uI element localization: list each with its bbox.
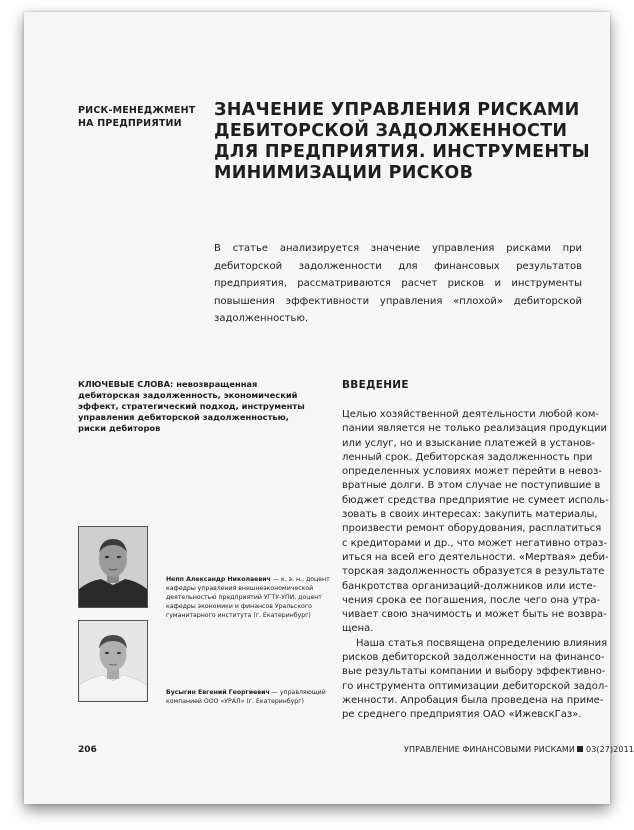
body-line: банкротства организаций-должников или исте-: [342, 580, 597, 592]
body-line: или услуг, но и взыскание платежей в установ-: [342, 437, 596, 449]
body-line: бюджет средства предприятие не сумеет исполь-: [342, 494, 609, 506]
title-line: ЗНАЧЕНИЕ УПРАВЛЕНИЯ РИСКАМИ: [214, 100, 580, 120]
author-info: [166, 688, 336, 706]
abstract: В статье анализируется значение управления рисками при дебиторской задолженности для финансовых результатов предприятия, рассматриваются расчет рисков и инструменты повышения эффективности управления «плохой» дебиторской задолженностью.: [214, 243, 582, 324]
body-line: с кредиторами и др., что может негативно отраз-: [342, 537, 608, 549]
section-label-line2: НА ПРЕДПРИЯТИИ: [78, 118, 182, 129]
body-line: щена.: [342, 623, 374, 635]
author-details: — управляющий компанией ООО «УРАЛ» (г. Екатеринбург): [166, 689, 326, 705]
section-label-line1: РИСК-МЕНЕДЖМЕНТ: [78, 105, 196, 116]
body-line: женности. Апробация была проведена на приме-: [342, 694, 604, 706]
author-photo-nepp: [78, 526, 148, 608]
author-name: Непп Александр Николаевич: [166, 576, 271, 583]
title-line: ДЕБИТОРСКОЙ ЗАДОЛЖЕННОСТИ: [214, 121, 568, 141]
body-line: рисков дебиторской задолженности на финансо-: [342, 652, 605, 664]
body-line: вратные долги. В этом случае не поступившие в: [342, 480, 601, 492]
body-line: ре среднего предприятия ОАО «ИжевскГаз».: [342, 709, 582, 721]
body-line: го инструмента оптимизации дебиторской задол-: [342, 680, 608, 692]
body-line: Целью хозяйственной деятельности любой ком-: [342, 409, 599, 420]
body-line: иться на всей его деятельности. «Мертвая» деби-: [342, 551, 609, 563]
section-label: [78, 104, 198, 130]
article-title: [214, 100, 594, 184]
title-line: ДЛЯ ПРЕДПРИЯТИЯ. ИНСТРУМЕНТЫ: [214, 142, 590, 162]
journal-name: УПРАВЛЕНИЕ ФИНАНСОВЫМИ РИСКАМИ: [404, 745, 576, 754]
author-name: Бусыгин Евгений Георгиевич: [166, 689, 270, 696]
journal-page: [24, 12, 634, 804]
body-line: пании является не только реализация продукции: [342, 423, 607, 435]
page-number: 206: [78, 745, 97, 755]
introduction-body: [342, 408, 609, 723]
body-line: чивает свою значимость и может быть не возвра-: [342, 609, 607, 621]
body-line: вые результаты компании и выбору эффективно-: [342, 666, 606, 678]
journal-footer: [404, 745, 634, 754]
body-line: чения срока ее погашения, после чего она утра-: [342, 594, 601, 606]
body-line: торская задолженность образуется в результате: [342, 566, 605, 578]
title-line: МИНИМИЗАЦИИ РИСКОВ: [214, 163, 474, 183]
keywords: КЛЮЧЕВЫЕ СЛОВА: невозвращенная дебиторская задолженность, экономический эффект, стратегический подход, инструменты управления дебиторской задолженностью, риски дебиторов: [78, 379, 305, 433]
body-line: определенных условиях может перейти в невоз-: [342, 466, 602, 478]
square-separator-icon: [577, 746, 583, 752]
body-line: Наша статья посвящена определению влияния: [356, 637, 608, 649]
introduction-heading: ВВЕДЕНИЕ: [342, 379, 409, 391]
body-line: зовать в своих интересах: закупить материалы,: [342, 509, 598, 521]
journal-issue: 03(27)2011: [586, 745, 634, 754]
author-details: — к. э. н., доцент кафедры управления внешнеэкономической деятельностью предприятий УГТУ-УПИ, доцент кафедры экономики и финансов Уральского гуманитарного института (г. Екатеринбург): [166, 576, 330, 619]
body-line: ленный срок. Дебиторская задолженность при: [342, 451, 593, 463]
author-photo-busygin: [78, 620, 148, 702]
author-info: [166, 575, 336, 620]
body-line: произвести ремонт оборудования, расплатиться: [342, 523, 602, 535]
